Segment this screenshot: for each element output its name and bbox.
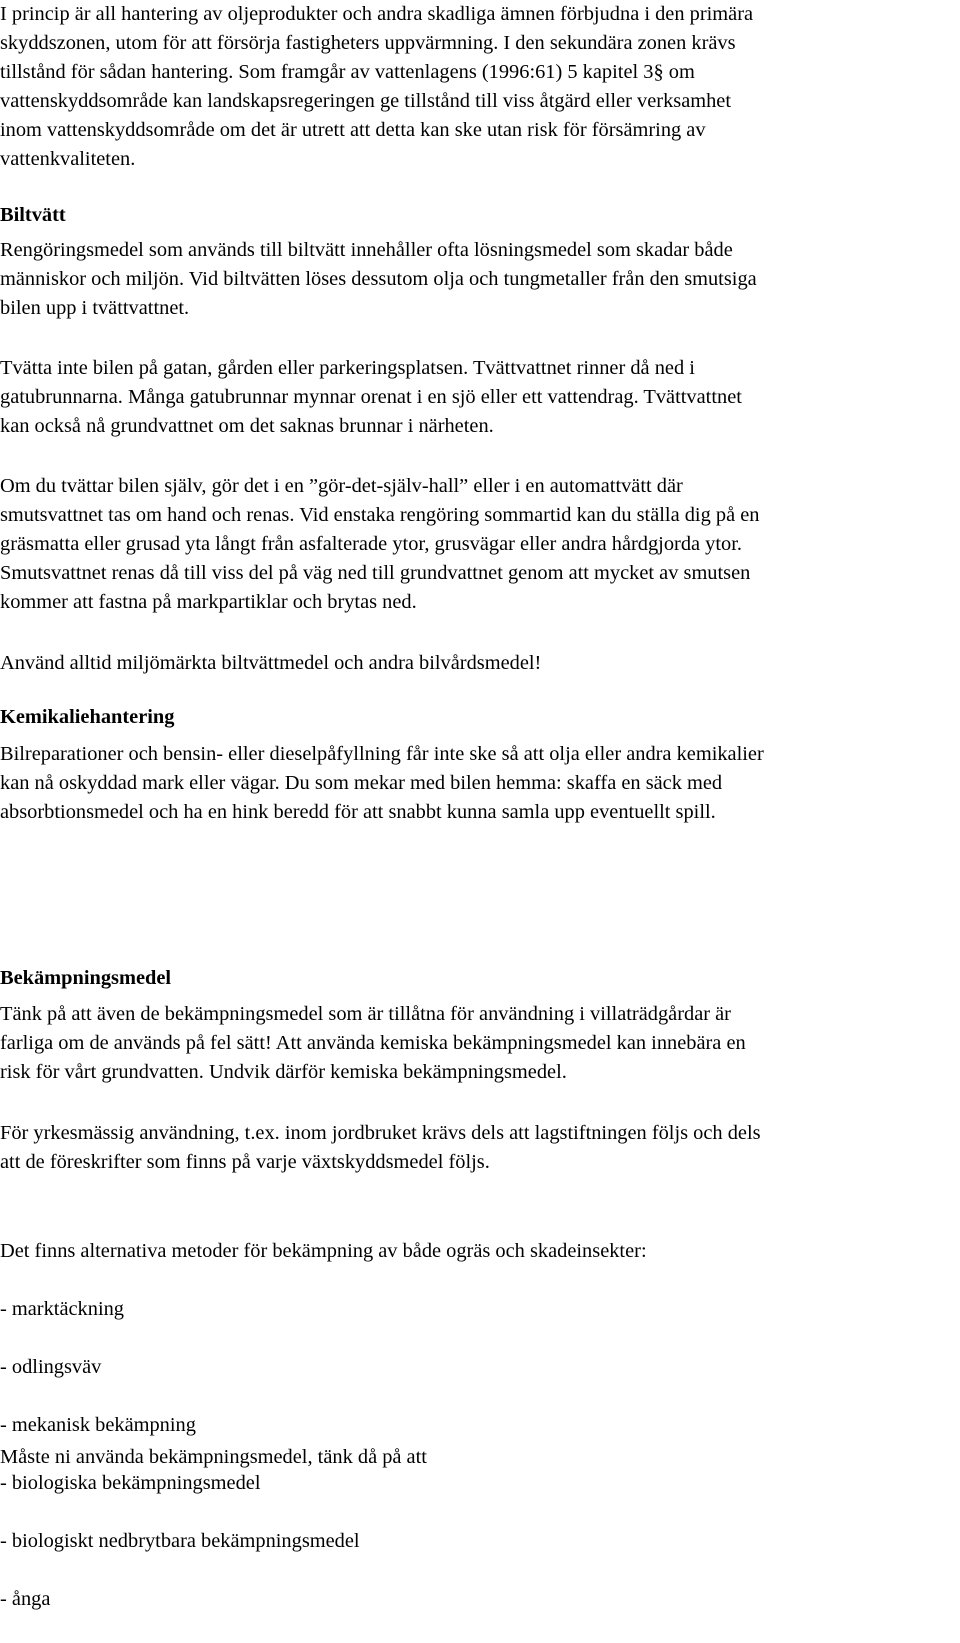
paragraph-last: Måste ni använda bekämpningsmedel, tänk då på att: [0, 1446, 427, 1468]
heading-biltvatt: Biltvätt: [0, 204, 66, 226]
alternative-methods-block: [0, 1208, 958, 1643]
paragraph-biltvatt-2: Tvätta inte bilen på gatan, gården eller parkeringsplatsen. Tvättvattnet rinner då ned i gatubrunnarna. Många gatubrunnar mynnar orenat i en sjö eller ett vattendrag. Tvättvattnet kan också nå grundvattnet om det saknas brunnar i närheten.: [0, 357, 742, 437]
alternative-methods-intro: Det finns alternativa metoder för bekämpning av både ogräs och skadeinsekter:: [0, 1240, 647, 1262]
list-item: - biologiska bekämpningsmedel: [0, 1472, 261, 1494]
paragraph-intro: I princip är all hantering av oljeprodukter och andra skadliga ämnen förbjudna i den primära skyddszonen, utom för att försörja fastigheters uppvärmning. I den sekundära zonen krävs tillstånd för sådan hantering. Som framgår av vattenlagens (1996:61) 5 kapitel 3§ om vattenskyddsområde kan landskapsregeringen ge tillstånd till viss åtgärd eller verksamhet inom vattenskyddsområde om det är utrett att detta kan ske utan risk för försämring av vattenkvaliteten.: [0, 3, 754, 170]
list-item: - odlingsväv: [0, 1356, 102, 1378]
paragraph-kemikaliehantering: Bilreparationer och bensin- eller dieselpåfyllning får inte ske så att olja eller andra kemikalier kan nå oskyddad mark eller vägar. Du som mekar med bilen hemma: skaffa en säck med absorbtionsmedel och ha en hink beredd för att snabbt kunna samla upp eventuellt spill.: [0, 743, 764, 823]
list-item: - biologiskt nedbrytbara bekämpningsmedel: [0, 1530, 360, 1552]
list-item: - mekanisk bekämpning: [0, 1414, 196, 1436]
paragraph-bekampning-1: Tänk på att även de bekämpningsmedel som är tillåtna för användning i villaträdgårdar är farliga om de används på fel sätt! Att använda kemiska bekämpningsmedel kan innebära en risk för vårt grundvatten. Undvik därför kemiska bekämpningsmedel.: [0, 1003, 746, 1083]
heading-bekampningsmedel: Bekämpningsmedel: [0, 967, 172, 989]
paragraph-biltvatt-3: Om du tvättar bilen själv, gör det i en ”gör-det-själv-hall” eller i en automattvätt där smutsvattnet tas om hand och renas. Vid enstaka rengöring sommartid kan du ställa dig på en gräsmatta eller grusad yta långt från asfalterade ytor, grusvägar eller andra hårdgjorda ytor. Smutsvattnet renas då till viss del på väg ned till grundvattnet genom att mycket av smutsen kommer att fastna på markpartiklar och brytas ned.: [0, 475, 760, 613]
list-item: - marktäckning: [0, 1298, 124, 1320]
paragraph-bekampning-2: För yrkesmässig användning, t.ex. inom jordbruket krävs dels att lagstiftningen följs och dels att de föreskrifter som finns på varje växtskyddsmedel följs.: [0, 1122, 761, 1173]
paragraph-biltvatt-4: Använd alltid miljömärkta biltvättmedel och andra bilvårdsmedel!: [0, 652, 542, 674]
list-item: - ånga: [0, 1588, 51, 1610]
heading-kemikaliehantering: Kemikaliehantering: [0, 706, 175, 728]
paragraph-biltvatt-1: Rengöringsmedel som används till biltvätt innehåller ofta lösningsmedel som skadar både människor och miljön. Vid biltvätten löses dessutom olja och tungmetaller från den smutsiga bilen upp i tvättvattnet.: [0, 239, 757, 319]
